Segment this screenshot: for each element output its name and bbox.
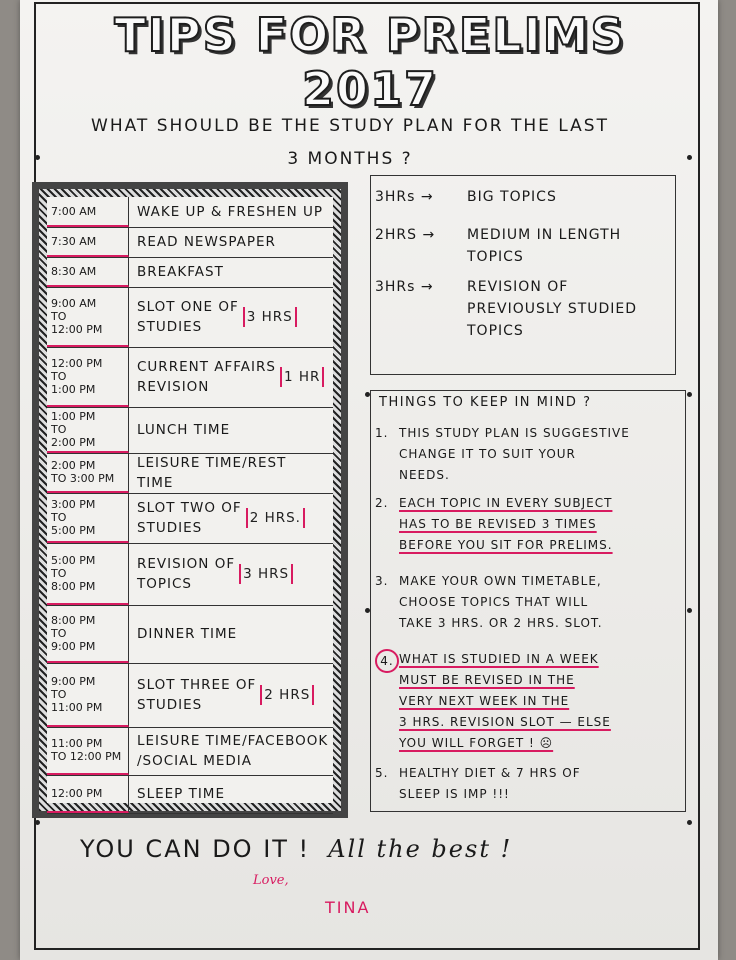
schedule-activity [129,493,333,543]
schedule-row [47,287,333,348]
topic-text: REVISION OF PREVIOUSLY STUDIED TOPICS [467,279,638,339]
schedule-duration-tag: 2 HRS. [246,508,305,528]
schedule-time: 3:00 PM TO 5:00 PM [47,493,129,543]
tip-item [375,763,679,805]
tip-text: EACH TOPIC IN EVERY SUBJECT HAS TO BE REVISED 3 TIMES BEFORE YOU SIT FOR PRELIMS. [399,496,613,552]
tip-number-circle: 4. [375,649,399,673]
schedule-row [47,257,333,288]
schedule-activity [129,257,333,287]
schedule-row [47,605,333,664]
study-plan-question: WHAT SHOULD BE THE STUDY PLAN FOR THE LAST 3 MONTHS ? [91,116,609,169]
tip-item [375,649,679,754]
schedule-time: 8:00 PM TO 9:00 PM [47,605,129,663]
schedule-table-body [47,197,333,803]
schedule-time: 7:00 AM [47,197,129,227]
love-note: Love, [253,873,289,888]
tip-text: HEALTHY DIET & 7 HRS OF SLEEP IS IMP !!! [399,766,581,801]
schedule-activity [129,407,333,453]
schedule-activity [129,663,333,727]
schedule-activity [129,605,333,663]
topic-row [375,224,621,268]
schedule-duration-tag: 3 HRS [243,307,297,327]
schedule-time: 9:00 PM TO 11:00 PM [47,663,129,727]
schedule-row [47,663,333,728]
tip-item [375,493,679,556]
schedule-activity-text: LEISURE TIME/REST TIME [137,455,287,491]
schedule-row [47,407,333,454]
encouragement-text [80,835,512,863]
schedule-row [47,775,333,814]
schedule-row [47,197,333,228]
tip-number: 1. [375,426,389,440]
schedule-time: 1:00 PM TO 2:00 PM [47,407,129,453]
tip-number: 5. [375,766,389,780]
schedule-activity-text: SLOT TWO OF STUDIES [137,500,242,536]
schedule-row [47,347,333,408]
tip-text: WHAT IS STUDIED IN A WEEK MUST BE REVISED IN THE VERY NEXT WEEK IN THE 3 HRS. REVISION SLOT — ELSE YOU WILL FORGET ! ☹ [399,652,611,750]
schedule-duration-tag: 2 HRS [260,685,314,705]
encouragement-main: YOU CAN DO IT ! [80,835,311,863]
tip-number [375,649,399,754]
schedule-row [47,543,333,606]
topic-hours: 2HRS → [375,227,436,243]
schedule-row [47,493,333,544]
schedule-activity-text: BREAKFAST [137,264,224,280]
schedule-activity-text: WAKE UP & FRESHEN UP [137,204,323,220]
schedule-time: 5:00 PM TO 8:00 PM [47,543,129,605]
schedule-time: 11:00 PM TO 12:00 PM [47,727,129,775]
tip-text: MAKE YOUR OWN TIMETABLE, CHOOSE TOPICS THAT WILL TAKE 3 HRS. OR 2 HRS. SLOT. [399,574,603,630]
schedule-row [47,227,333,258]
schedule-time: 12:00 PM TO 1:00 PM [47,347,129,407]
schedule-time: 8:30 AM [47,257,129,287]
schedule-time: 7:30 AM [47,227,129,257]
schedule-activity-text: CURRENT AFFAIRS REVISION [137,359,276,395]
schedule-activity-text: SLOT THREE OF STUDIES [137,677,257,713]
schedule-activity-text: READ NEWSPAPER [137,234,276,250]
schedule-activity [129,543,333,605]
encouragement-script: All the best ! [328,835,513,863]
page-title: TIPS FOR PRELIMS 2017 [114,8,626,116]
keep-in-mind-heading: THINGS TO KEEP IN MIND ? [379,395,592,410]
tip-number: 2. [375,496,389,510]
schedule-activity [129,347,333,407]
topic-text: BIG TOPICS [467,189,557,205]
schedule-activity [129,227,333,257]
schedule-activity [129,775,333,813]
schedule-activity-text: LUNCH TIME [137,422,231,438]
schedule-activity [129,287,333,347]
topic-hours: 3HRs → [375,279,434,295]
schedule-activity-text: SLEEP TIME [137,786,225,802]
schedule-row [47,453,333,494]
schedule-duration-tag: 1 HR [280,367,324,387]
schedule-activity [129,727,333,775]
tip-item [375,571,679,634]
tip-text: THIS STUDY PLAN IS SUGGESTIVE CHANGE IT TO SUIT YOUR NEEDS. [399,426,630,482]
schedule-duration-tag: 3 HRS [239,564,293,584]
topic-row [375,276,637,342]
schedule-activity-text: REVISION OF TOPICS [137,556,236,592]
schedule-activity [129,453,333,493]
topic-row [375,186,557,208]
schedule-activity [129,197,333,227]
topics-box [370,175,676,375]
schedule-table [32,182,348,818]
schedule-activity-text: LEISURE TIME/FACEBOOK /SOCIAL MEDIA [137,733,329,769]
schedule-activity-text: SLOT ONE OF STUDIES [137,299,239,335]
signature: TINA [325,898,371,917]
tip-item [375,423,679,486]
topic-hours: 3HRs → [375,189,434,205]
schedule-activity-text: DINNER TIME [137,626,238,642]
tip-number: 3. [375,574,389,588]
schedule-time: 12:00 PM [47,775,129,813]
schedule-row [47,727,333,776]
topic-text: MEDIUM IN LENGTH TOPICS [467,227,622,265]
schedule-time: 2:00 PM TO 3:00 PM [47,453,129,493]
keep-in-mind-box [370,390,686,812]
schedule-time: 9:00 AM TO 12:00 PM [47,287,129,347]
